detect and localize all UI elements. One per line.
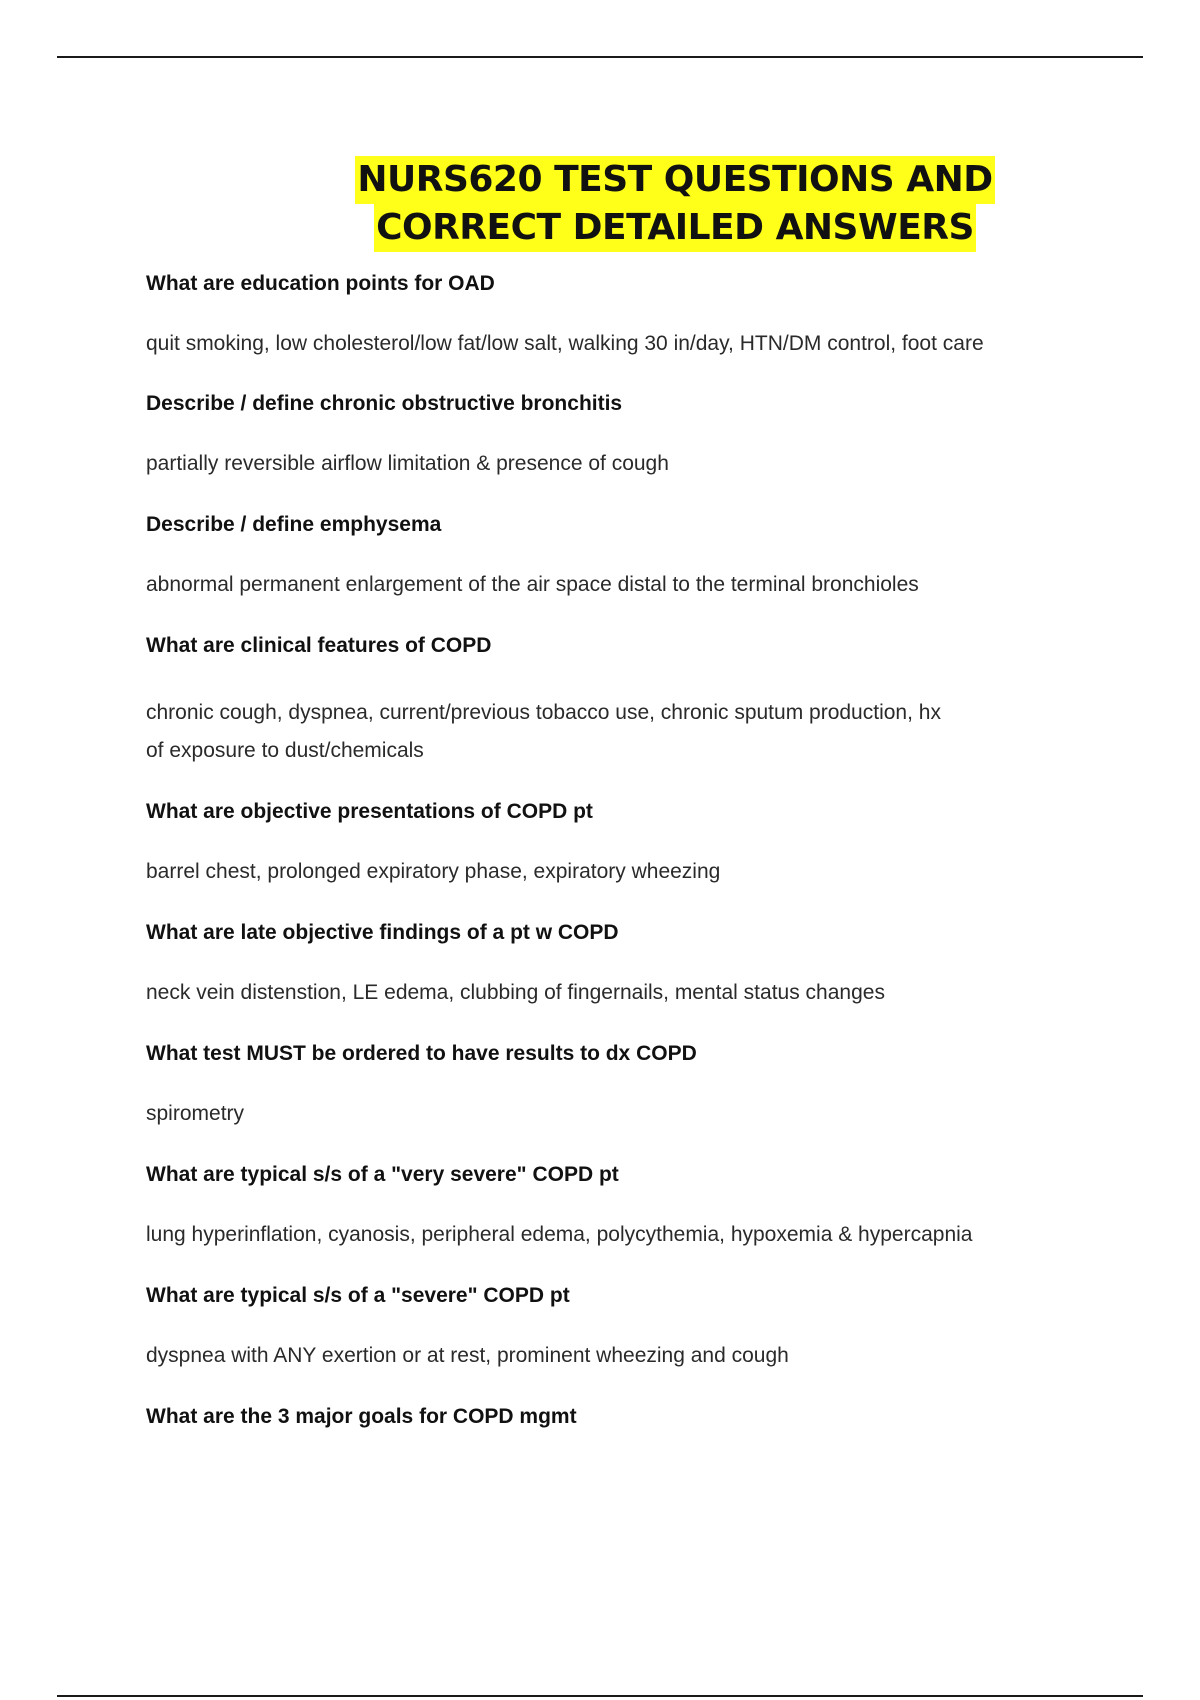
answer-diagnostic-test: spirometry (146, 1102, 245, 1125)
question-chronic-bronchitis: Describe / define chronic obstructive bronchitis (146, 392, 623, 415)
question-late-findings: What are late objective findings of a pt w COPD (146, 921, 619, 944)
answer-objective-presentations: barrel chest, prolonged expiratory phase, expiratory wheezing (146, 860, 721, 883)
header-rule (57, 56, 1143, 58)
answer-clinical-features-line-1: chronic cough, dyspnea, current/previous tobacco use, chronic sputum production, hx (146, 701, 941, 724)
question-education-points: What are education points for OAD (146, 272, 495, 295)
question-objective-presentations: What are objective presentations of COPD pt (146, 800, 593, 823)
answer-education-points: quit smoking, low cholesterol/low fat/low salt, walking 30 in/day, HTN/DM control, foot care (146, 332, 984, 355)
question-major-goals: What are the 3 major goals for COPD mgmt (146, 1405, 577, 1428)
answer-clinical-features-line-2: of exposure to dust/chemicals (146, 739, 424, 762)
question-emphysema: Describe / define emphysema (146, 513, 442, 536)
answer-emphysema: abnormal permanent enlargement of the air space distal to the terminal bronchioles (146, 573, 919, 596)
title-line-1: NURS620 TEST QUESTIONS AND (355, 156, 994, 204)
question-severe: What are typical s/s of a "severe" COPD pt (146, 1284, 570, 1307)
answer-late-findings: neck vein distenstion, LE edema, clubbing of fingernails, mental status changes (146, 981, 885, 1004)
footer-rule (57, 1695, 1143, 1697)
question-clinical-features: What are clinical features of COPD (146, 634, 492, 657)
question-very-severe: What are typical s/s of a "very severe" COPD pt (146, 1163, 619, 1186)
answer-severe: dyspnea with ANY exertion or at rest, prominent wheezing and cough (146, 1344, 789, 1367)
title-line-2: CORRECT DETAILED ANSWERS (374, 204, 976, 252)
document-title (280, 156, 1070, 252)
answer-chronic-bronchitis: partially reversible airflow limitation & presence of cough (146, 452, 669, 475)
question-diagnostic-test: What test MUST be ordered to have results to dx COPD (146, 1042, 697, 1065)
answer-very-severe: lung hyperinflation, cyanosis, peripheral edema, polycythemia, hypoxemia & hypercapnia (146, 1223, 973, 1246)
